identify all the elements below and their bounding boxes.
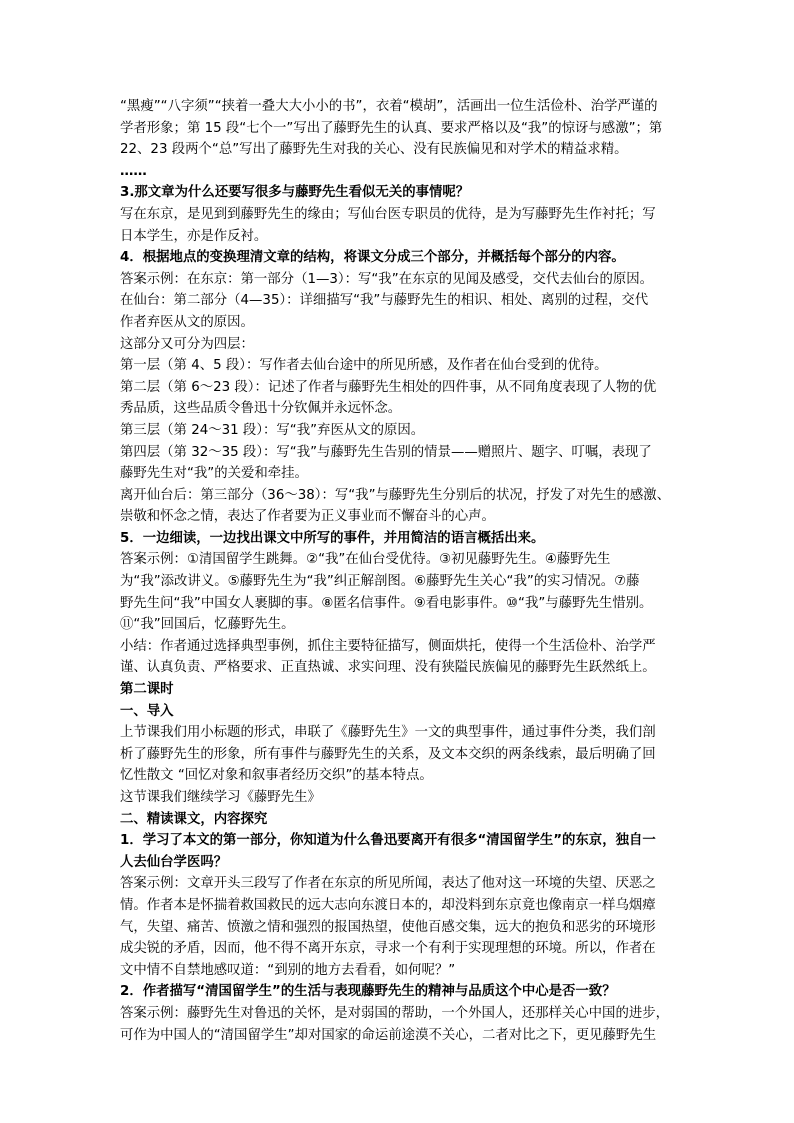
text-line: 这节课我们继续学习《藤野先生》 [120,790,321,805]
text-line: 第一层（第 4、5 段）：写作者去仙台途中的所见所感，及作者在仙台受到的优待。 [120,358,608,374]
text-line: 答案示例：在东京：第一部分（1—3）：写“我”在东京的见闻及感受，交代去仙台的原因。 [120,271,654,287]
text-line: 上节课我们用小标题的形式，串联了《藤野先生》一文的典型事件，通过事件分类，我们剖 [120,725,656,741]
heading-line: 人去仙台学医吗？ [120,854,228,870]
text-line: 第二层（第 6～23 段）：记述了作者与藤野先生相处的四件事，从不同角度表现了人物的优 [120,379,657,395]
text-line: 可作为中国人的“清国留学生”却对国家的命运前途漠不关心，二者对比之下，更见藤野先生 [120,1027,657,1043]
text-line: 崇敬和怀念之情，表达了作者要为正义事业而不懈奋斗的心声。 [120,509,495,525]
text-line: 答案示例：文章开头三段写了作者在东京的所见所闻，表达了他对这一环境的失望、厌恶之 [120,876,656,892]
text-line: 日本学生，亦是作反衬。 [120,228,268,244]
text-line: 析了藤野先生的形象，所有事件与藤野先生的关系，及文本交织的两条线索，最后明确了回 [120,746,656,762]
text-line: 气，失望、痛苦、愤激之情和强烈的报国热望，使他百感交集，远大的抱负和恶劣的环境形 [120,919,656,935]
heading-line: 2．作者描写“清国留学生”的生活与表现藤野先生的精神与品质这个中心是否一致？ [120,984,616,1000]
text-line: 为“我”添改讲义。⑤藤野先生为“我”纠正解剖图。⑥藤野先生关心“我”的实习情况。⑦藤 [120,574,640,590]
text-line: 答案示例：①清国留学生跳舞。②“我”在仙台受优待。③初见藤野先生。④藤野先生 [120,552,611,568]
heading-line: 3.那文章为什么还要写很多与藤野先生看似无关的事情呢？ [120,185,470,201]
document-page [120,96,676,1046]
text-line: 第三层（第 24～31 段）：写“我”弃医从文的原因。 [120,422,425,438]
heading-line: …… [120,163,147,179]
text-line: 小结：作者通过选择典型事例，抓住主要特征描写，侧面烘托，使得一个生活俭朴、治学严 [120,638,656,654]
text-line: 藤野先生对“我”的关爱和牵挂。 [120,466,308,482]
text-line: 在仙台：第二部分（4—35）：详细描写“我”与藤野先生的相识、相处、离别的过程，交代 [120,293,649,309]
heading-line: 4．根据地点的变换理清文章的结构，将课文分成三个部分，并概括每个部分的内容。 [120,250,625,266]
text-line: 作者弃医从文的原因。 [120,314,254,330]
text-line: 成尖锐的矛盾，因而，他不得不离开东京，寻求一个有利于实现理想的环境。所以，作者在 [120,941,656,957]
text-line: 离开仙台后：第三部分（36～38）：写“我”与藤野先生分别后的状况，抒发了对先生的感激、 [120,487,671,503]
text-line: 第四层（第 32～35 段）：写“我”与藤野先生告别的情景——赠照片、题字、叮嘱，表现了 [120,444,652,460]
text-line: 学者形象；第 15 段“七个一”写出了藤野先生的认真、要求严格以及“我”的惊讶与感激”；第 [120,120,663,136]
heading-line: 第二课时 [120,682,174,698]
text-line: 这部分又可分为四层： [120,336,254,352]
text-line: 文中情不自禁地感叹道：“到别的地方去看看，如何呢？” [120,962,456,978]
text-line: 野先生问“我”中国女人裹脚的事。⑧匿名信事件。⑨看电影事件。⑩“我”与藤野先生惜别。 [120,595,653,611]
text-line: 秀品质，这些品质令鲁迅十分钦佩并永远怀念。 [120,401,402,417]
text-line: 写在东京，是见到到藤野先生的缘由；写仙台医专职员的优待，是为写藤野先生作衬托；写 [120,206,656,222]
heading-line: 1．学习了本文的第一部分，你知道为什么鲁迅要离开有很多“清国留学生”的东京，独自一 [120,833,656,849]
heading-line: 5．一边细读，一边找出课文中所写的事件，并用简洁的语言概括出来。 [120,530,545,546]
text-line: “黑瘦”“八字须”“挟着一叠大大小小的书”，衣着“模胡”，活画出一位生活俭朴、治学严谨的 [120,99,658,114]
text-line: 情。作者本是怀揣着救国救民的远大志向东渡日本的，却没料到东京竟也像南京一样乌烟瘴 [120,897,656,913]
text-line: 忆性散文 “回忆对象和叙事者经历交织”的基本特点。 [120,768,433,784]
heading-line: 一、导入 [120,703,174,719]
text-line: ⑪“我”回国后，忆藤野先生。 [120,617,295,633]
text-line: 22、23 段两个“总”写出了藤野先生对我的关心、没有民族偏见和对学术的精益求精。 [120,142,628,158]
heading-line: 二、精读课文，内容探究 [120,811,268,827]
text-line: 谨、认真负责、严格要求、正直热诚、求实问理、没有狭隘民族偏见的藤野先生跃然纸上。 [120,660,656,676]
text-line: 答案示例：藤野先生对鲁迅的关怀，是对弱国的帮助，一个外国人，还那样关心中国的进步， [120,1005,670,1021]
